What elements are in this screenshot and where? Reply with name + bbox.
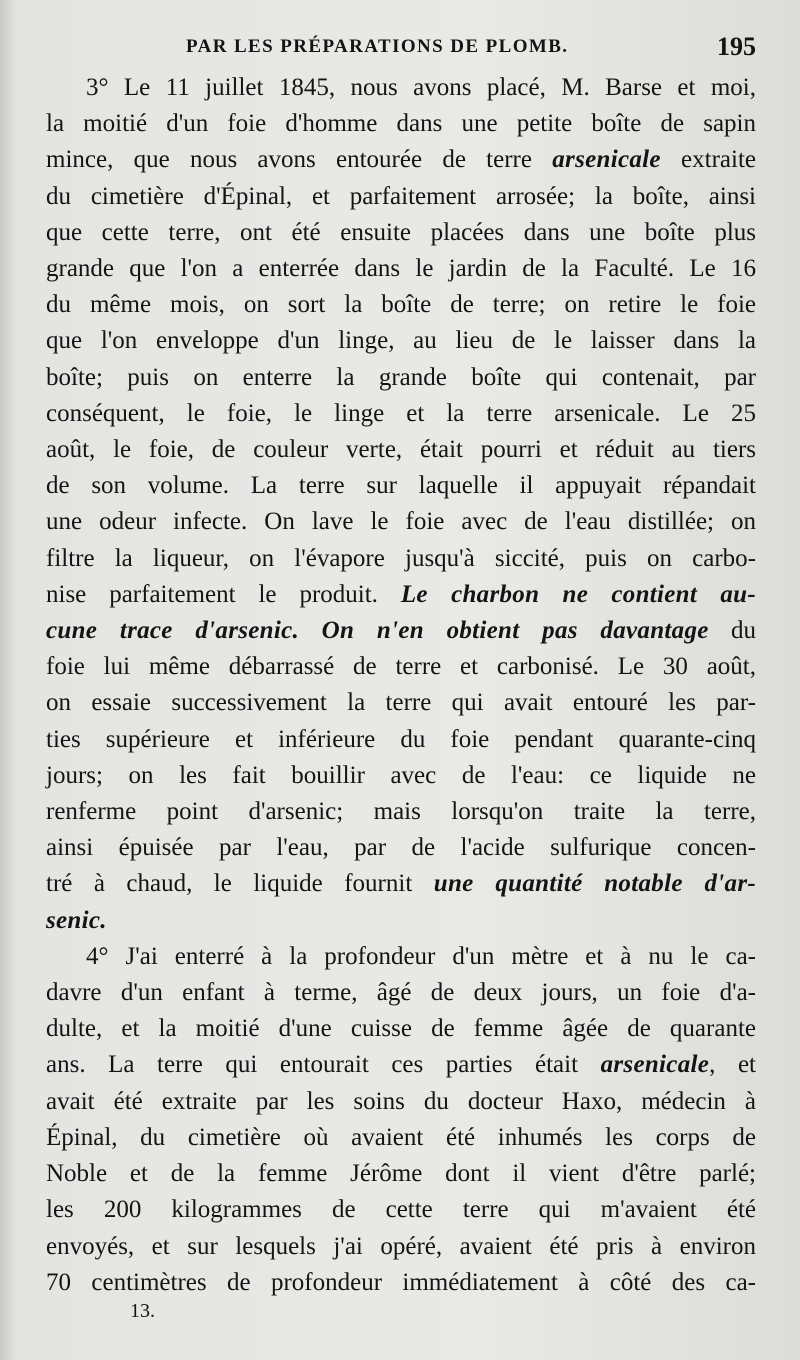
text-line [46,251,756,287]
line-text: jours; on les fait bouillir avec de l'eau: ce liquide ne [46,761,756,789]
text-line [46,504,756,540]
text-line [46,106,756,142]
text-line [46,975,756,1011]
line-text-after: extraite [660,146,756,174]
line-text: on essaie successivement la terre qui avait entouré les par- [46,689,756,717]
text-line [46,758,756,794]
text-line [46,70,756,106]
line-text: de son volume. La terre sur laquelle il appuyait répandait [46,472,756,500]
text-line [46,1011,756,1047]
line-text: envoyés, et sur lesquels j'ai opéré, avaient été pris à environ [46,1232,756,1260]
running-head-title: PAR LES PRÉPARATIONS DE PLOMB. [186,36,569,57]
text-line [46,1047,756,1083]
line-text: que cette terre, ont été ensuite placées dans une boîte plus [46,218,756,246]
text-line [46,287,756,323]
signature-mark: 13. [130,1300,155,1322]
text-line [46,722,756,758]
text-line [46,541,756,577]
text-line [46,142,756,178]
text-line [46,794,756,830]
line-text: ans. La terre qui entourait ces parties était [46,1051,601,1079]
line-text: davre d'un enfant à terme, âgé de deux jours, un foie d'a- [46,979,756,1007]
line-text: nise parfaitement le produit. [46,580,401,608]
line-text: dulte, et la moitié d'une cuisse de femme âgée de quarante [46,1015,756,1043]
text-line [46,613,756,649]
line-text: boîte; puis on enterre la grande boîte qui contenait, par [46,363,756,391]
line-text: du même mois, on sort la boîte de terre; on retire le foie [46,291,756,319]
emphasis-text: senic. [46,906,107,934]
text-line [46,360,756,396]
text-line [46,830,756,866]
body-text [46,70,756,1301]
line-text: août, le foie, de couleur verte, était pourri et réduit au tiers [46,436,756,464]
text-line [46,1120,756,1156]
line-text: du cimetière d'Épinal, et parfaitement arrosée; la boîte, ainsi [46,182,756,210]
emphasis-text: arsenicale [600,1051,710,1079]
text-line [46,1229,756,1265]
text-line [46,685,756,721]
line-text: grande que l'on a enterrée dans le jardin de la Faculté. Le 16 [46,255,756,283]
line-text: tré à chaud, le liquide fournit [46,870,434,898]
page-number: 195 [717,32,756,61]
emphasis-text: Le charbon ne contient au- [400,580,756,608]
line-text: avait été extraite par les soins du docteur Haxo, médecin à [46,1087,756,1115]
line-text: la moitié d'un foie d'homme dans une petite boîte de sapin [46,110,756,138]
text-line [46,179,756,215]
text-line [46,866,756,902]
line-text-after: , et [709,1051,756,1079]
line-text: conséquent, le foie, le linge et la terre arsenicale. Le 25 [46,399,756,427]
emphasis-text: arsenicale [552,146,661,174]
line-text: les 200 kilogrammes de cette terre qui m'avaient été [46,1196,756,1224]
text-line [46,215,756,251]
line-text: 3° Le 11 juillet 1845, nous avons placé, M. Barse et moi, [86,74,756,101]
line-text: ainsi épuisée par l'eau, par de l'acide sulfurique concen- [46,834,756,862]
line-text: 4° J'ai enterré à la profondeur d'un mètre et à nu le ca- [86,942,756,970]
text-line [46,649,756,685]
text-line [46,1156,756,1192]
line-text: ties supérieure et inférieure du foie pendant quarante-cinq [46,725,756,753]
text-line [46,468,756,504]
line-text: mince, que nous avons entourée de terre [46,146,553,174]
text-line [46,939,756,975]
running-head [46,32,760,64]
text-line [46,903,756,939]
emphasis-text: cune trace d'arsenic. On n'en obtient pas davantage [46,617,709,645]
line-text: foie lui même débarrassé de terre et carbonisé. Le 30 août, [46,653,756,681]
line-text: que l'on enveloppe d'un linge, au lieu de le laisser dans la [46,327,756,355]
text-line [46,396,756,432]
line-text: Noble et de la femme Jérôme dont il vient d'être parlé; [46,1160,756,1188]
line-text: Épinal, du cimetière où avaient été inhumés les corps de [46,1123,756,1151]
line-text-after: du [708,617,757,645]
text-line [46,1192,756,1228]
text-line [46,432,756,468]
text-line [46,323,756,359]
line-text: une odeur infecte. On lave le foie avec de l'eau distillée; on [46,508,756,536]
text-line [46,577,756,613]
line-text: renferme point d'arsenic; mais lorsqu'on traite la terre, [46,798,756,826]
line-text: 70 centimètres de profondeur immédiatement à côté des ca- [46,1268,756,1296]
text-line [46,1084,756,1120]
line-text: filtre la liqueur, on l'évapore jusqu'à siccité, puis on carbo- [46,544,756,572]
text-line [46,1265,756,1301]
emphasis-text: une quantité notable d'ar- [433,870,756,898]
